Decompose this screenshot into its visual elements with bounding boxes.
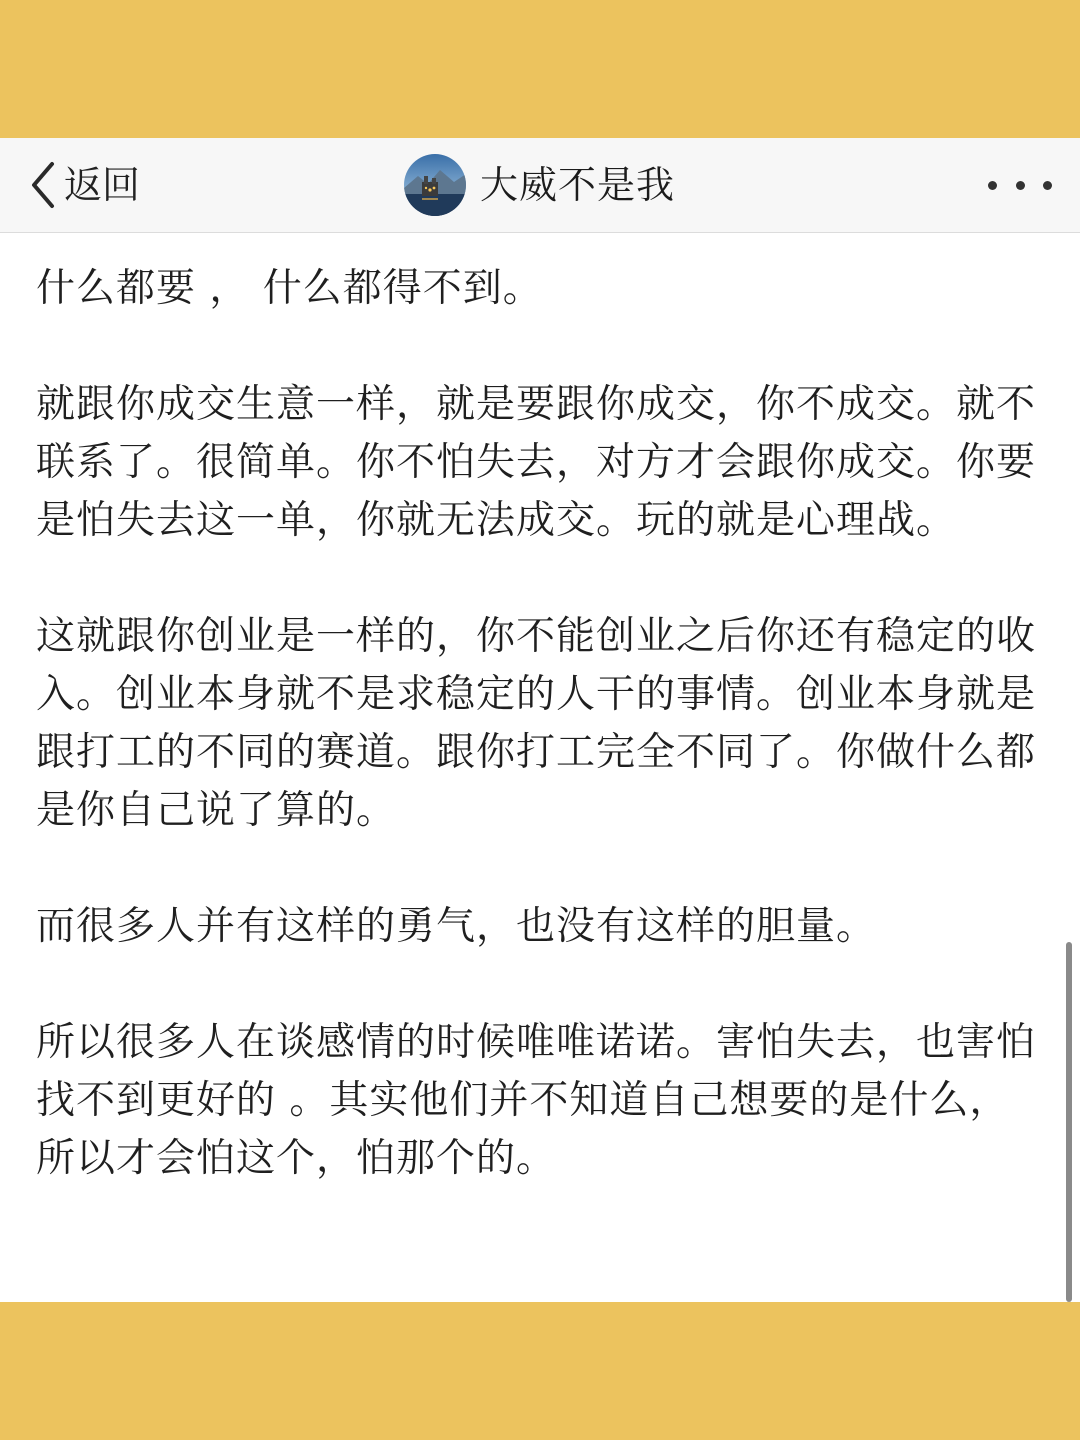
paragraph-1: 什么都要 ， 什么都得不到。 xyxy=(36,266,543,311)
back-label: 返回 xyxy=(64,163,141,207)
dot-3 xyxy=(1043,181,1052,190)
post-content xyxy=(36,260,1036,1246)
profile-header[interactable] xyxy=(404,147,675,223)
vertical-scrollbar[interactable] xyxy=(1066,942,1072,1302)
phone-screen xyxy=(0,138,1080,1302)
bottom-yellow-band xyxy=(0,1302,1080,1440)
chevron-left-icon xyxy=(28,160,58,210)
paragraph-5: 所以很多人在谈感情的时候唯唯诺诺。害怕失去，也害怕找不到更好的 。其实他们并不知道自己想要的是什么，所以才会怕这个，怕那个的。 xyxy=(36,1020,1037,1181)
paragraph-4: 而很多人并有这样的勇气，也没有这样的胆量。 xyxy=(36,904,877,949)
navigation-bar xyxy=(0,138,1080,233)
avatar-icon[interactable] xyxy=(404,154,466,216)
top-yellow-band xyxy=(0,0,1080,138)
back-button[interactable] xyxy=(28,152,140,218)
paragraph-2: 就跟你成交生意一样，就是要跟你成交，你不成交。就不联系了。很简单。你不怕失去，对方才会跟你成交。你要是怕失去这一单，你就无法成交。玩的就是心理战。 xyxy=(36,382,1037,543)
profile-name: 大威不是我 xyxy=(480,163,676,207)
paragraph-3: 这就跟你创业是一样的，你不能创业之后你还有稳定的收入。创业本身就不是求稳定的人干的事情。创业本身就是跟打工的不同的赛道。跟你打工完全不同了。你做什么都是你自己说了算的。 xyxy=(36,614,1037,833)
more-options-icon[interactable] xyxy=(988,166,1052,204)
dot-1 xyxy=(988,181,997,190)
dot-2 xyxy=(1016,181,1025,190)
